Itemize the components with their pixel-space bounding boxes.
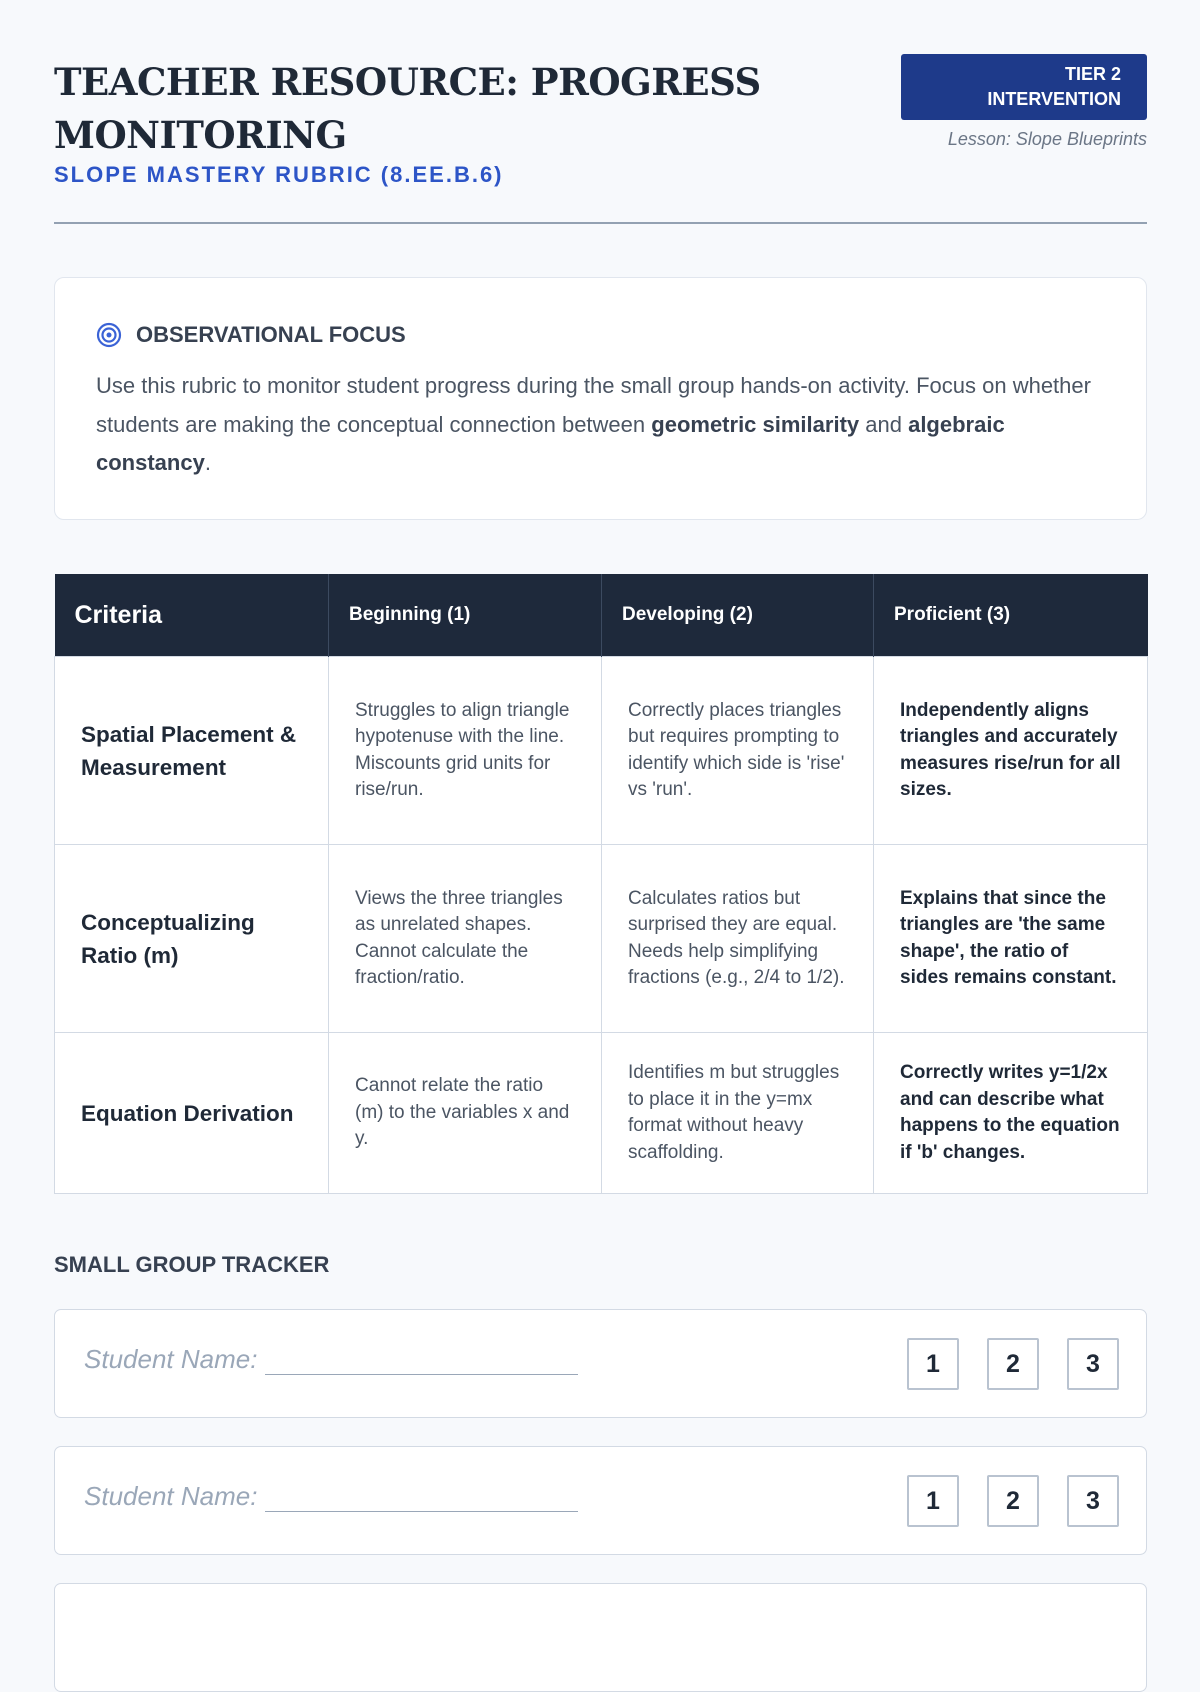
criteria-cell: Equation Derivation — [55, 1033, 329, 1194]
tracker-title: SMALL GROUP TRACKER — [54, 1252, 330, 1277]
developing-cell: Correctly places triangles but requires prompting to identify which side is 'rise' vs 'run'. — [602, 657, 874, 845]
focus-title: OBSERVATIONAL FOCUS — [136, 322, 406, 347]
table-row — [55, 1033, 1148, 1194]
column-header-developing: Developing (2) — [602, 574, 874, 657]
table-row — [55, 657, 1148, 845]
beginning-cell: Struggles to align triangle hypotenuse with the line. Miscounts grid units for rise/run. — [329, 657, 602, 845]
student-name-label: Student Name: — [84, 1344, 258, 1374]
beginning-cell: Cannot relate the ratio (m) to the variables x and y. — [329, 1033, 602, 1194]
column-header-proficient: Proficient (3) — [874, 574, 1148, 657]
page-title: TEACHER RESOURCE: PROGRESS MONITORING — [54, 60, 761, 157]
page — [54, 0, 1147, 1515]
focus-text-part3: . — [204, 450, 211, 475]
focus-text-part2: and — [859, 411, 909, 437]
tracker-row — [54, 1446, 1147, 1555]
rubric-table — [54, 574, 1148, 1194]
target-icon — [96, 322, 122, 348]
tier-badge-line2: INTERVENTION — [987, 89, 1121, 109]
tier-badge-line1: TIER 2 — [1064, 64, 1121, 84]
score-box-1[interactable]: 1 — [907, 1338, 959, 1390]
page-subtitle: SLOPE MASTERY RUBRIC (8.EE.B.6) — [54, 162, 504, 187]
student-name-label: Student Name: — [84, 1481, 258, 1511]
focus-text-part1: Use this rubric to monitor student progress during the small group hands-on activity. Focus on whether students are making the conceptual connection between — [96, 373, 1091, 437]
score-box-1[interactable]: 1 — [907, 1475, 959, 1527]
focus-bold-algebraic: algebraic constancy — [96, 411, 1005, 475]
score-box-2[interactable]: 2 — [987, 1475, 1039, 1527]
table-row — [55, 845, 1148, 1033]
focus-description — [96, 367, 1096, 483]
page-header — [54, 0, 1147, 224]
lesson-label: Lesson: Slope Blueprints — [947, 129, 1147, 149]
developing-cell: Calculates ratios but surprised they are equal. Needs help simplifying fractions (e.g., 2/4 to 1/2). — [602, 845, 874, 1033]
rubric-header-row — [55, 574, 1148, 657]
proficient-cell: Independently aligns triangles and accurately measures rise/run for all sizes. — [874, 657, 1148, 845]
criteria-cell: Spatial Placement & Measurement — [55, 657, 329, 845]
criteria-cell: Conceptualizing Ratio (m) — [55, 845, 329, 1033]
observational-focus-card — [54, 277, 1147, 520]
score-box-3[interactable]: 3 — [1067, 1338, 1119, 1390]
student-name-line[interactable] — [265, 1374, 578, 1375]
score-box-3[interactable]: 3 — [1067, 1475, 1119, 1527]
tier-badge — [901, 54, 1147, 120]
developing-cell: Identifies m but struggles to place it in the y=mx format without heavy scaffolding. — [602, 1033, 874, 1194]
student-name-line[interactable] — [265, 1511, 578, 1512]
score-box-2[interactable]: 2 — [987, 1338, 1039, 1390]
focus-heading — [96, 322, 406, 348]
focus-bold-geometric: geometric similarity — [651, 411, 860, 437]
beginning-cell: Views the three triangles as unrelated shapes. Cannot calculate the fraction/ratio. — [329, 845, 602, 1033]
column-header-beginning: Beginning (1) — [329, 574, 602, 657]
column-header-criteria: Criteria — [55, 574, 329, 657]
proficient-cell: Correctly writes y=1/2x and can describe what happens to the equation if 'b' changes. — [874, 1033, 1148, 1194]
tracker-row — [54, 1309, 1147, 1418]
tracker-row-partial — [54, 1583, 1147, 1692]
proficient-cell: Explains that since the triangles are 'the same shape', the ratio of sides remains constant. — [874, 845, 1148, 1033]
